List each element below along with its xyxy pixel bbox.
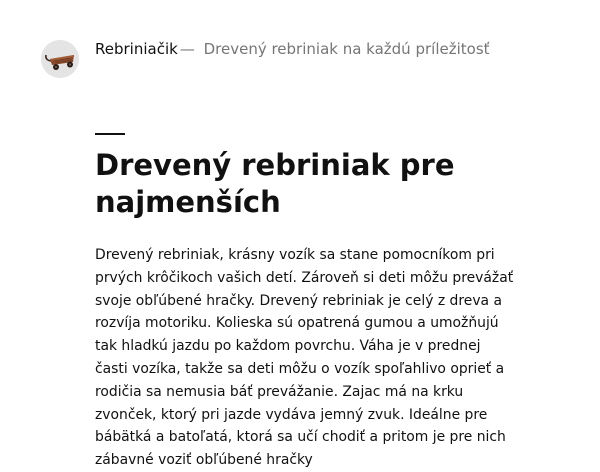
wooden-wagon-icon <box>41 40 79 78</box>
site-logo[interactable] <box>41 40 79 78</box>
page-title: Drevený rebriniak pre najmenších <box>95 148 455 219</box>
title-separator: — <box>179 40 195 58</box>
site-description: Drevený rebriniak na každú príležitosť <box>203 40 490 58</box>
site-title-link[interactable]: Rebriniačik <box>95 40 178 58</box>
site-header <box>41 40 490 78</box>
site-branding <box>95 40 490 58</box>
article-body: Drevený rebriniak, krásny vozík sa stane pomocníkom pri prvých krôčikoch vašich detí. Zároveň si deti môžu prevážať svoje obľúbené hračky. Drevený rebriniak je celý z dreva a rozvíja motoriku. Kolieska sú opatrená gumou a umožňujú tak hladkú jazdu po každom povrchu. Váha je v prednej časti vozíka, takže sa deti môžu o vozík spoľahlivo oprieť a rodičia sa nemusia báť prevážanie. Zajac má na krku zvonček, ktorý pri jazde vydáva jemný zvuk. Ideálne pre bábätká a batoľatá, ktorá sa učí chodiť a pritom je pre nich zábavné voziť obľúbené hračky <box>95 247 514 469</box>
title-divider <box>95 133 125 135</box>
